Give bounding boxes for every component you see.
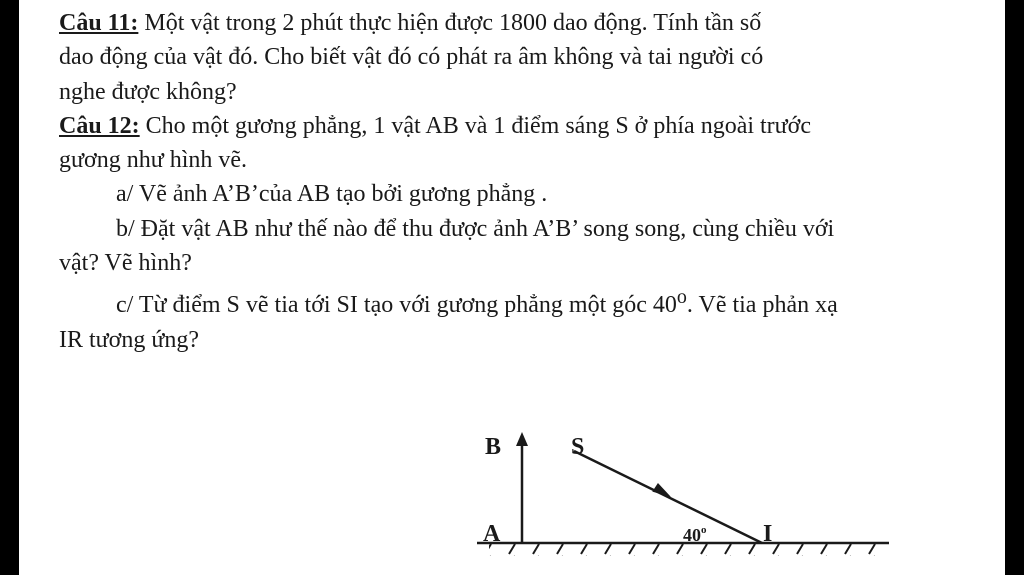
part-c-text-end: . Vẽ tia phản xạ (686, 292, 838, 319)
angle-value: 40 (683, 525, 701, 545)
question-11-text: Một vật trong 2 phút thực hiện được 1800 dao động. Tính tần số (138, 10, 762, 36)
label-s: S (571, 434, 585, 460)
object-arrowhead (516, 432, 528, 446)
angle-unit: o (701, 524, 707, 536)
mirror-diagram (19, 0, 1005, 575)
question-12-part-b-line-1: b/ Đặt vật AB như thế nào để thu được ảnh A’B’ song song, cùng chiều với (116, 215, 835, 242)
document-page (19, 0, 1005, 575)
question-11-line-2: dao động của vật đó. Cho biết vật đó có phát ra âm không và tai người có (59, 44, 764, 71)
part-c-text: c/ Từ điểm S vẽ tia tới SI tạo với gương phẳng một góc 40 (116, 292, 677, 319)
question-12-line-2: gương như hình vẽ. (59, 147, 248, 174)
question-12-part-b-line-2: vật? Vẽ hình? (59, 250, 192, 277)
incident-ray-si (574, 451, 762, 543)
question-12-part-c-line-2: IR tương ứng? (59, 326, 200, 353)
degree-sign: o (676, 286, 687, 309)
label-a: A (483, 521, 501, 547)
label-b: B (485, 434, 502, 460)
question-12-text: Cho một gương phẳng, 1 vật AB và 1 điểm sáng S ở phía ngoài trước (139, 112, 812, 139)
mirror-hatching (489, 544, 889, 556)
question-11-line-3: nghe được không? (59, 78, 237, 105)
label-i: I (763, 521, 773, 547)
question-12-part-a: a/ Vẽ ảnh A’B’của AB tạo bởi gương phẳng . (116, 181, 548, 208)
question-11-label: Câu 11: (59, 10, 139, 36)
question-12-label: Câu 12: (59, 112, 140, 139)
